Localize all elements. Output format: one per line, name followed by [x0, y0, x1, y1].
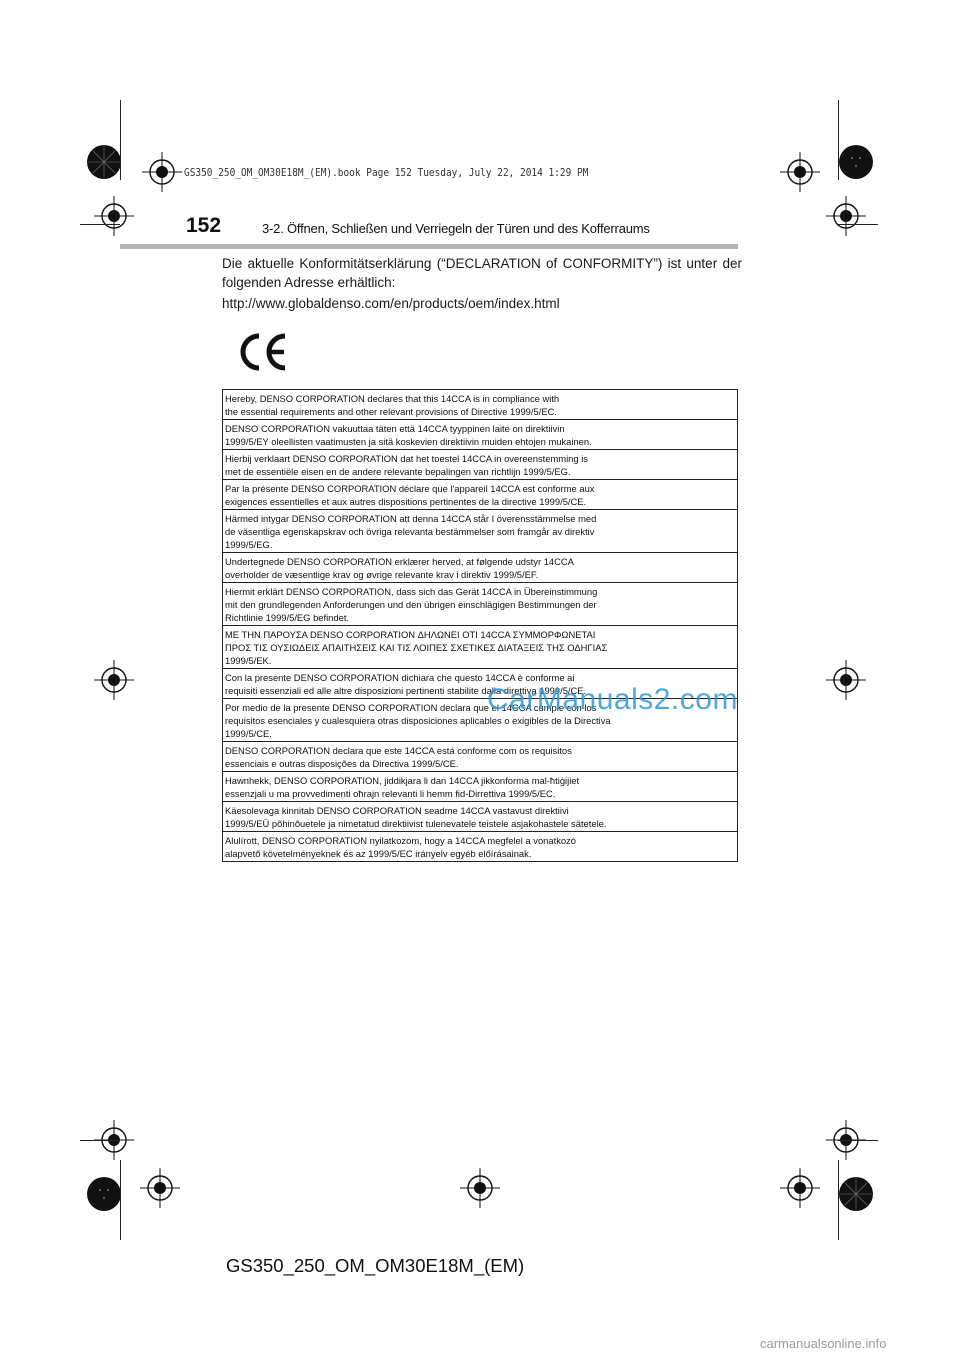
print-info-line: GS350_250_OM_OM30E18M_(EM).book Page 152 Tuesday, July 22, 2014 1:29 PM	[184, 166, 589, 179]
declaration-et: Käesolevaga kinnitab DENSO CORPORATION seadme 14CCA vastavust direktiivi 1999/5/EÜ põhinõuetele ja nimetatud direktiivist tulenevatele teistele asjakohastele sätetele.	[223, 802, 737, 832]
ce-mark-icon	[238, 332, 290, 372]
trim-line	[80, 1140, 120, 1141]
trim-line	[80, 224, 120, 225]
crosshair-mark-right-top	[826, 196, 866, 236]
crosshair-mark-top-2	[780, 152, 820, 192]
declaration-sv: Härmed intygar DENSO CORPORATION att denna 14CCA står I överensstämmelse med de väsentliga egenskapskrav och övriga relevanta bestämmelser som framgår av direktiv 1999/5/EG.	[223, 510, 737, 553]
intro-paragraph: Die aktuelle Konformitätserklärung (“DECLARATION of CONFORMITY”) ist unter der folgenden Adresse erhältlich:	[222, 256, 742, 290]
conformity-url: http://www.globaldenso.com/en/products/oem/index.html	[222, 296, 560, 311]
crosshair-mark-bottom-center	[460, 1168, 500, 1208]
section-title: 3-2. Öffnen, Schließen und Verriegeln der Türen und des Kofferraums	[262, 221, 650, 236]
crosshair-mark-left-top	[94, 196, 134, 236]
crosshair-mark-top-1	[142, 152, 182, 192]
watermark: CarManuals2.com	[487, 683, 738, 716]
declaration-pt: DENSO CORPORATION declara que este 14CCA está conforme com os requisitos essenciais e outras disposições da Directiva 1999/5/CE.	[223, 742, 737, 772]
registration-dot-bottom-left	[86, 1176, 122, 1212]
declaration-fi: DENSO CORPORATION vakuuttaa täten että 14CCA tyyppinen laite on direktiivin 1999/5/EY oleellisten vaatimusten ja sitä koskevien direktiivin muiden ehtojen mukainen.	[223, 420, 737, 450]
declaration-fr: Par la présente DENSO CORPORATION déclare que l'appareil 14CCA est conforme aux exigences essentielles et aux autres dispositions pertinentes de la directive 1999/5/CE.	[223, 480, 737, 510]
trim-line	[838, 1140, 878, 1141]
declarations-table	[222, 389, 738, 862]
crosshair-mark-left-middle	[94, 660, 134, 700]
registration-dot-top-left	[86, 144, 122, 180]
declaration-it: Con la presente DENSO CORPORATION dichiara che questo 14CCA è conforme ai requisiti essenziali ed alle altre disposizioni pertinenti stabilite dalla direttiva 1999/5/CE.	[223, 669, 737, 699]
crosshair-mark-bottom-1	[140, 1168, 180, 1208]
crosshair-mark-bottom-2	[780, 1168, 820, 1208]
page-number: 152	[186, 214, 222, 237]
trim-line	[838, 1160, 839, 1240]
trim-line	[120, 100, 121, 180]
header-rule	[120, 244, 738, 249]
declaration-el: ΜΕ ΤΗΝ ΠΑΡΟΥΣΑ DENSO CORPORATION ΔΗΛΩΝΕΙ ΟΤΙ 14CCA ΣΥΜΜΟΡΦΩΝΕΤΑΙ ΠΡΟΣ ΤΙΣ ΟΥΣΙΩΔΕΙΣ ΑΠΑΙΤΗΣΕΙΣ ΚΑΙ ΤΙΣ ΛΟΙΠΕΣ ΣΧΕΤΙΚΕΣ ΔΙΑΤΑΞΕΙΣ ΤΗΣ ΟΔΗΓΙΑΣ 1999/5/ΕΚ.	[223, 626, 737, 669]
footer-doc-code: GS350_250_OM_OM30E18M_(EM)	[226, 1255, 525, 1276]
declaration-hu: Alulírott, DENSO CORPORATION nyilatkozom, hogy a 14CCA megfelel a vonatkozó alapvető követelményeknek és az 1999/5/EC irányelv egyéb előírásainak.	[225, 835, 577, 859]
declaration-en: Hereby, DENSO CORPORATION declares that this 14CCA is in compliance with the essential requirements and other relevant provisions of Directive 1999/5/EC.	[223, 390, 737, 420]
declaration-de: Hiermit erklärt DENSO CORPORATION, dass sich das Gerät 14CCA in Übereinstimmung mit den grundlegenden Anforderungen und den übrigen einschlägigen Bestimmungen der Richtlinie 1999/5/EG befindet.	[223, 583, 737, 626]
declaration-es: Por medio de la presente DENSO CORPORATION declara que el 14CCA cumple con los requisitos esenciales y cualesquiera otras disposiciones aplicables o exigibles de la Directiva 1999/5/CE.	[223, 699, 737, 742]
declaration-nl: Hierbij verklaart DENSO CORPORATION dat het toestel 14CCA in overeenstemming is met de essentiële eisen en de andere relevante bepalingen van richtlijn 1999/5/EG.	[223, 450, 737, 480]
declaration-da: Undertegnede DENSO CORPORATION erklærer herved, at følgende udstyr 14CCA overholder de væsentlige krav og øvrige relevante krav i direktiv 1999/5/EF.	[223, 553, 737, 583]
site-watermark: carmanualsonline.info	[760, 1336, 887, 1351]
trim-line	[838, 224, 878, 225]
trim-line	[838, 100, 839, 180]
declaration-mt: Hawnhekk, DENSO CORPORATION, jiddikjara li dan 14CCA jikkonforma mal-ħtiġijiet essenzjali u ma provvedimenti oħrajn relevanti li hemm fid-Dirrettiva 1999/5/EC.	[223, 772, 737, 802]
trim-line	[120, 1160, 121, 1240]
crosshair-mark-right-middle	[826, 660, 866, 700]
registration-dot-bottom-right	[838, 1176, 874, 1212]
registration-dot-top-right	[838, 144, 874, 180]
